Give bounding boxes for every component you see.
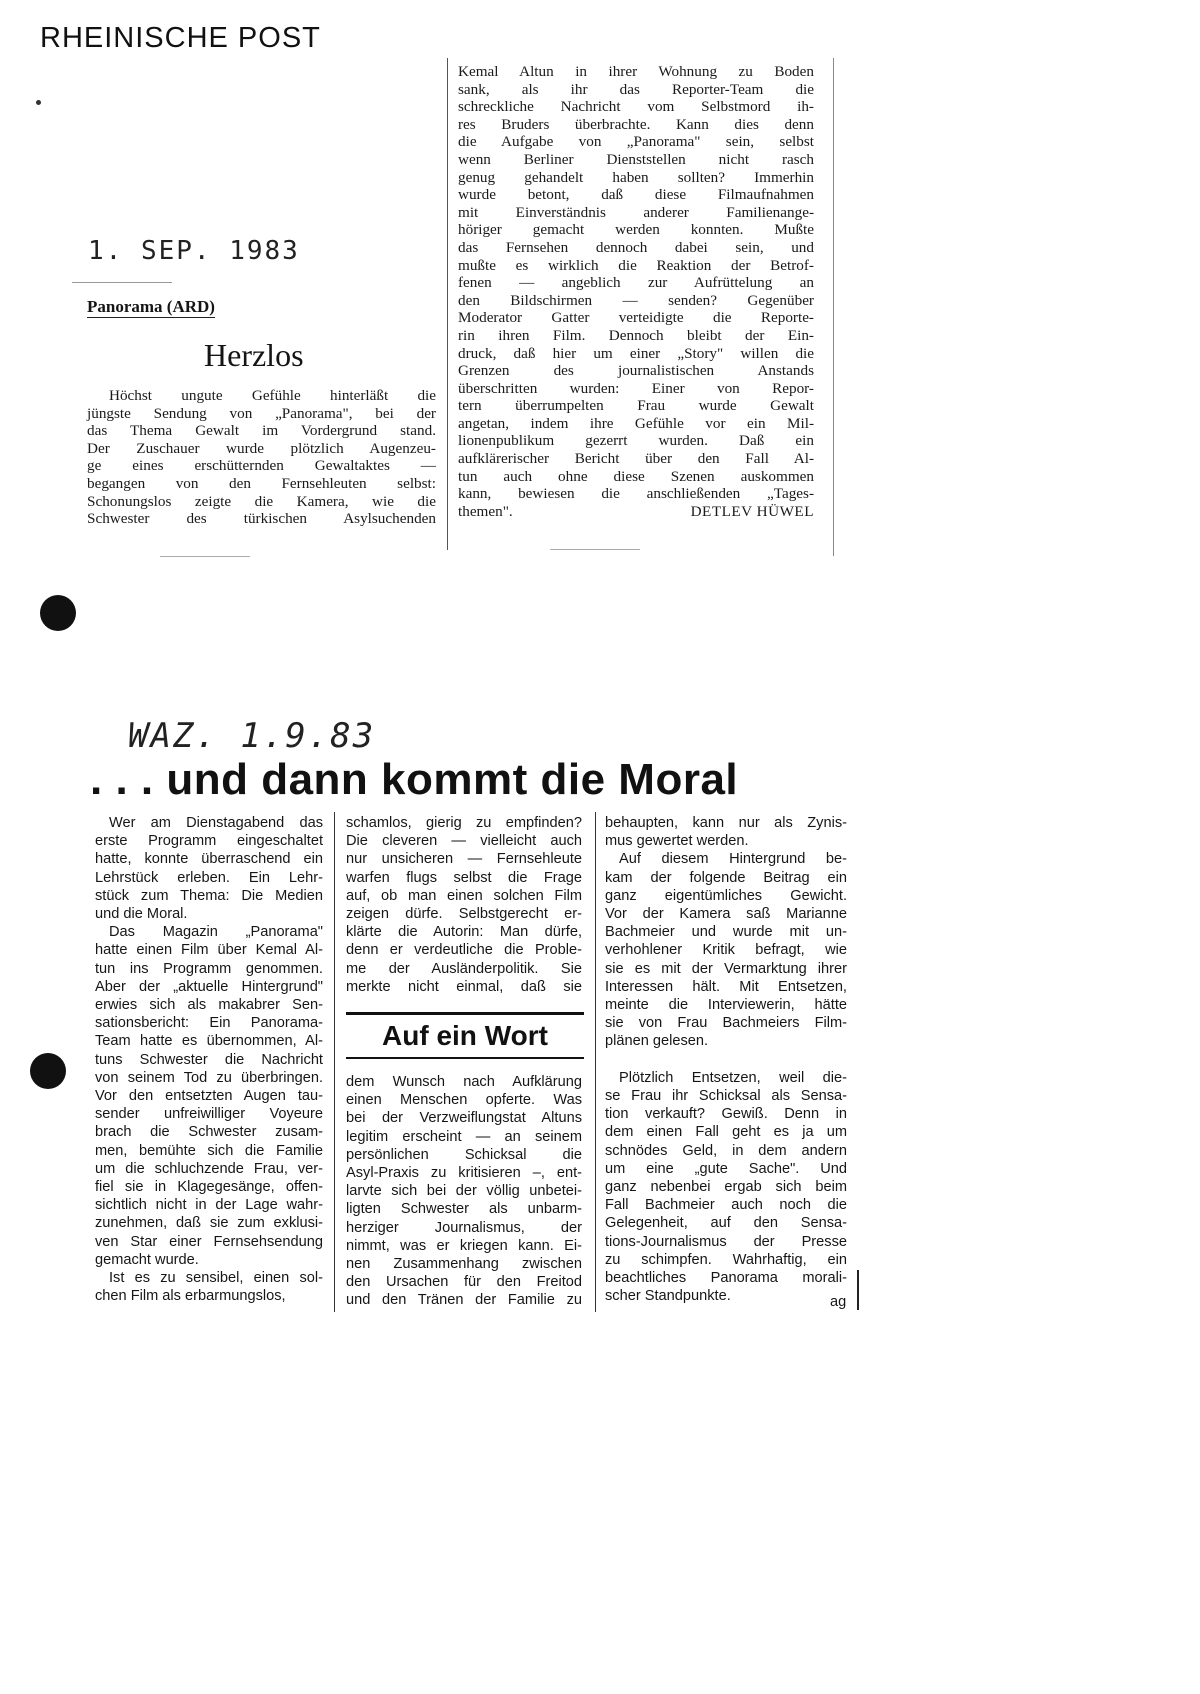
text-line: sank, als ihr das Reporter-Team die bbox=[458, 80, 814, 98]
clipping-edge bbox=[857, 1270, 859, 1310]
text-line: chen Film als erbarmungslos, bbox=[95, 1288, 286, 1305]
text-line: das Fernsehen dennoch dabei sein, und bbox=[458, 238, 814, 256]
text-line: tuns Schwester die Nachricht bbox=[95, 1051, 323, 1068]
text-line: tern überrumpelten Frau wurde Gewalt bbox=[458, 397, 814, 415]
clipping-edge bbox=[833, 58, 834, 556]
text-line: nen Zusammenhang zwischen bbox=[346, 1256, 582, 1273]
text-line: men, bemühte sich die Familie bbox=[95, 1142, 323, 1159]
text-line: ligten Schwester als unbarm- bbox=[346, 1201, 582, 1218]
rp-column-1 bbox=[87, 387, 436, 528]
text-line: brach die Schwester zusam- bbox=[95, 1124, 323, 1141]
text-line: Fall Bachmeier auch noch die bbox=[605, 1197, 847, 1214]
waz-column-1 bbox=[95, 814, 323, 1305]
divider bbox=[72, 282, 172, 283]
text-line: verhohlener Kritik befragt, wie bbox=[605, 942, 847, 959]
text-line: die Aufgabe von „Panorama" sein, selbst bbox=[458, 133, 814, 151]
text-line: hatte einen Film über Kemal Al- bbox=[95, 942, 323, 959]
text-line: gemacht wurde. bbox=[95, 1251, 199, 1268]
text-line: se Frau ihr Schicksal als Sensa- bbox=[605, 1088, 847, 1105]
text-line: bei der Verzweiflungstat Altuns bbox=[346, 1110, 582, 1127]
text-line: Interessen hält. Mit Entsetzen, bbox=[605, 978, 847, 995]
text-line: rin ihren Film. Dennoch bleibt der Ein- bbox=[458, 326, 814, 344]
text-line: ge eines erschütternden Gewaltaktes — bbox=[87, 457, 436, 475]
text-line: wurde betont, daß diese Filmaufnahmen bbox=[458, 186, 814, 204]
text-line: jüngste Sendung von „Panorama", bei der bbox=[87, 404, 436, 422]
text-line: sie es mit der Vermarktung ihrer bbox=[605, 960, 847, 977]
text-line: um die schluchzende Frau, ver- bbox=[95, 1160, 323, 1177]
article-kicker: Panorama (ARD) bbox=[87, 297, 215, 316]
text-line: den Ursachen für den Freitod bbox=[346, 1274, 582, 1291]
text-line: plänen gelesen. bbox=[605, 1033, 709, 1050]
rp-column-2 bbox=[458, 63, 814, 520]
text-line: dem einen Fall geht es ja um bbox=[605, 1124, 847, 1141]
text-line: merkte nicht einmal, daß sie bbox=[346, 978, 582, 995]
text-line: persönlichen Schicksal die bbox=[346, 1146, 582, 1163]
text-line: um eine „gute Sache". Und bbox=[605, 1160, 847, 1177]
text-line: zu schimpfen. Wahrhaftig, ein bbox=[605, 1251, 847, 1268]
masthead-rheinische-post: RHEINISCHE POST bbox=[40, 22, 321, 54]
text-line: und den Tränen der Familie zu bbox=[346, 1292, 582, 1309]
handwritten-date-waz: WAZ. 1.9.83 bbox=[128, 716, 376, 756]
text-line: aufklärerischer Bericht über den Fall Al- bbox=[458, 450, 814, 468]
text-line: den Bildschirmen — senden? Gegenüber bbox=[458, 291, 814, 309]
text-line: Höchst ungute Gefühle hinterläßt die bbox=[109, 387, 436, 404]
text-line: sie von Frau Bachmeiers Film- bbox=[605, 1015, 847, 1032]
text-line: das Thema Gewalt im Vordergrund stand. bbox=[87, 422, 436, 440]
text-line: tions-Journalismus der Presse bbox=[605, 1233, 847, 1250]
text-line: kann, bewiesen die anschließenden „Tages- bbox=[458, 485, 814, 503]
text-line: wenn Berliner Dienststellen nicht rasch bbox=[458, 150, 814, 168]
waz-column-3 bbox=[605, 814, 847, 1305]
waz-column-2-top bbox=[346, 814, 582, 996]
text-line: fenen — angeblich zur Aufrüttelung an bbox=[458, 274, 814, 292]
text-line: lionenpublikum gezerrt wurden. Daß ein bbox=[458, 432, 814, 450]
text-line: scher Standpunkte. bbox=[605, 1288, 731, 1305]
waz-column-2-bottom bbox=[346, 1073, 582, 1310]
text-line: larvte sich bei der völlig unbetei- bbox=[346, 1183, 582, 1200]
text-line: Moderator Gatter verteidigte die Reporte- bbox=[458, 309, 814, 327]
text-line: Vor den entsetzten Augen tau- bbox=[95, 1088, 323, 1105]
byline: DETLEV HÜWEL bbox=[690, 502, 814, 520]
text-line: erste Programm eingeschaltet bbox=[95, 833, 323, 850]
text-line: ven Star einer Fernsehsendung bbox=[95, 1233, 323, 1250]
text-line: schreckliche Nachricht vom Selbstmord ih- bbox=[458, 98, 814, 116]
scan-speck bbox=[36, 100, 41, 105]
text-line: denn er verdeutliche die Proble- bbox=[346, 942, 582, 959]
text-line: Schonungslos zeigte die Kamera, wie die bbox=[87, 492, 436, 510]
text-line: res Bruders überbrachte. Kann dies denn bbox=[458, 115, 814, 133]
text-line: nur unsicheren — Fernsehleute bbox=[346, 851, 582, 868]
text-line: Plötzlich Entsetzen, weil die- bbox=[619, 1069, 847, 1086]
punch-hole bbox=[30, 1053, 66, 1089]
text-line: herziger Journalismus, der bbox=[346, 1219, 582, 1236]
byline-row bbox=[458, 503, 814, 521]
column-rule bbox=[334, 812, 335, 1312]
text-line: mit Einverständnis anderer Familienange- bbox=[458, 203, 814, 221]
author-initials: ag bbox=[830, 1294, 847, 1310]
text-line: Schwester des türkischen Asylsuchenden bbox=[87, 510, 436, 528]
section-title-auf-ein-wort: Auf ein Wort bbox=[346, 1012, 584, 1059]
text-line: behaupten, kann nur als Zynis- bbox=[605, 815, 847, 831]
text-line: Vor der Kamera saß Marianne bbox=[605, 906, 847, 923]
text-line: Auf diesem Hintergrund be- bbox=[619, 851, 847, 868]
divider bbox=[550, 549, 640, 550]
text-line: ganz eigentümliches Gewicht. bbox=[605, 887, 847, 904]
text-line: meinte die Interviewerin, hätte bbox=[605, 997, 847, 1014]
text-line: Aber der „aktuelle Hintergrund" bbox=[95, 978, 323, 995]
text-line: hatte, konnte überraschend ein bbox=[95, 851, 323, 868]
article-headline-herzlos: Herzlos bbox=[204, 337, 304, 373]
text-line: sationsbericht: Ein Panorama- bbox=[95, 1015, 323, 1032]
text-line: einen Menschen opferte. Was bbox=[346, 1092, 582, 1109]
text-line: schamlos, gierig zu empfinden? bbox=[346, 815, 582, 831]
punch-hole bbox=[40, 595, 76, 631]
text-line: Bachmeier und wurde mit un- bbox=[605, 924, 847, 941]
text-line: zunehmen, daß sie zum exklusi- bbox=[95, 1215, 323, 1232]
divider bbox=[160, 556, 250, 557]
text-line: stück zum Thema: Die Medien bbox=[95, 887, 323, 904]
text-line: Lehrstück erleben. Ein Lehr- bbox=[95, 869, 323, 886]
text-line: Der Zuschauer wurde plötzlich Augenzeu- bbox=[87, 439, 436, 457]
text-line: legitim erscheint — an seinem bbox=[346, 1128, 582, 1145]
text-line: begangen von den Fernsehleuten selbst: bbox=[87, 474, 436, 492]
text-line: fiel sie in Klagegesänge, offen- bbox=[95, 1179, 323, 1196]
text-line: schnödes Geld, in dem andern bbox=[605, 1142, 847, 1159]
text-line bbox=[605, 1051, 847, 1069]
article-headline-moral: . . . und dann kommt die Moral bbox=[90, 755, 739, 804]
text-line: höriger gemacht werden konnten. Mußte bbox=[458, 221, 814, 239]
text-line: tun ins Programm genommen. bbox=[95, 960, 323, 977]
text-line: und die Moral. bbox=[95, 906, 188, 923]
text-line: von seinem Tod zu überbringen. bbox=[95, 1069, 323, 1086]
column-rule bbox=[447, 58, 448, 550]
text-line: mußte es wirklich die Reaktion der Betrof- bbox=[458, 256, 814, 274]
text-line: druck, daß hier um einer „Story" willen die bbox=[458, 344, 814, 362]
text-line: Asyl-Praxis zu kritisieren –, ent- bbox=[346, 1165, 582, 1182]
text-line: Ist es zu sensibel, einen sol- bbox=[109, 1270, 323, 1287]
text-line: Die cleveren — vielleicht auch bbox=[346, 833, 582, 850]
text-line: beachtliches Panorama morali- bbox=[605, 1270, 847, 1287]
text-line: Kemal Altun in ihrer Wohnung zu Boden bbox=[458, 63, 814, 80]
text-line: Gelegenheit, auf den Sensa- bbox=[605, 1215, 847, 1232]
text-line: erwies sich als makabrer Sen- bbox=[95, 997, 323, 1014]
text-line: Grenzen des journalistischen Anstands bbox=[458, 362, 814, 380]
text-line: tion verkauft? Gewiß. Denn in bbox=[605, 1106, 847, 1123]
text-line: me der Ausländerpolitik. Sie bbox=[346, 960, 582, 977]
stamp-date-rp: 1. SEP. 1983 bbox=[88, 236, 300, 266]
text-line: sender unfreiwilliger Voyeure bbox=[95, 1106, 323, 1123]
text-line: klärte die Autorin: Man dürfe, bbox=[346, 924, 582, 941]
text-line: Team hatte es übernommen, Al- bbox=[95, 1033, 323, 1050]
text-line: überschritten wurden: Einer von Repor- bbox=[458, 379, 814, 397]
text-line: kam der folgende Beitrag ein bbox=[605, 869, 847, 886]
text-line: ganz nebenbei ergab sich beim bbox=[605, 1179, 847, 1196]
text-line: warfen flugs selbst die Frage bbox=[346, 869, 582, 886]
text-line: Das Magazin „Panorama" bbox=[109, 924, 323, 941]
text-line: genug gehandelt haben sollten? Immerhin bbox=[458, 168, 814, 186]
text-line: angetan, indem ihre Gefühle vor ein Mil- bbox=[458, 414, 814, 432]
text-line: nimmt, was er kriegen kann. Ei- bbox=[346, 1237, 582, 1254]
text-line: Wer am Dienstagabend das bbox=[109, 815, 323, 831]
column-rule bbox=[595, 812, 596, 1312]
text-line: zeigen dürfe. Selbstgerecht er- bbox=[346, 906, 582, 923]
text-line: mus gewertet werden. bbox=[605, 833, 749, 850]
text-line: sichtlich nicht in der Lage wahr- bbox=[95, 1197, 323, 1214]
text-line: tun auch ohne diese Szenen auskommen bbox=[458, 467, 814, 485]
text-line: themen". bbox=[458, 502, 513, 520]
text-line: auf, ob man einen solchen Film bbox=[346, 887, 582, 904]
text-line: dem Wunsch nach Aufklärung bbox=[346, 1074, 582, 1090]
